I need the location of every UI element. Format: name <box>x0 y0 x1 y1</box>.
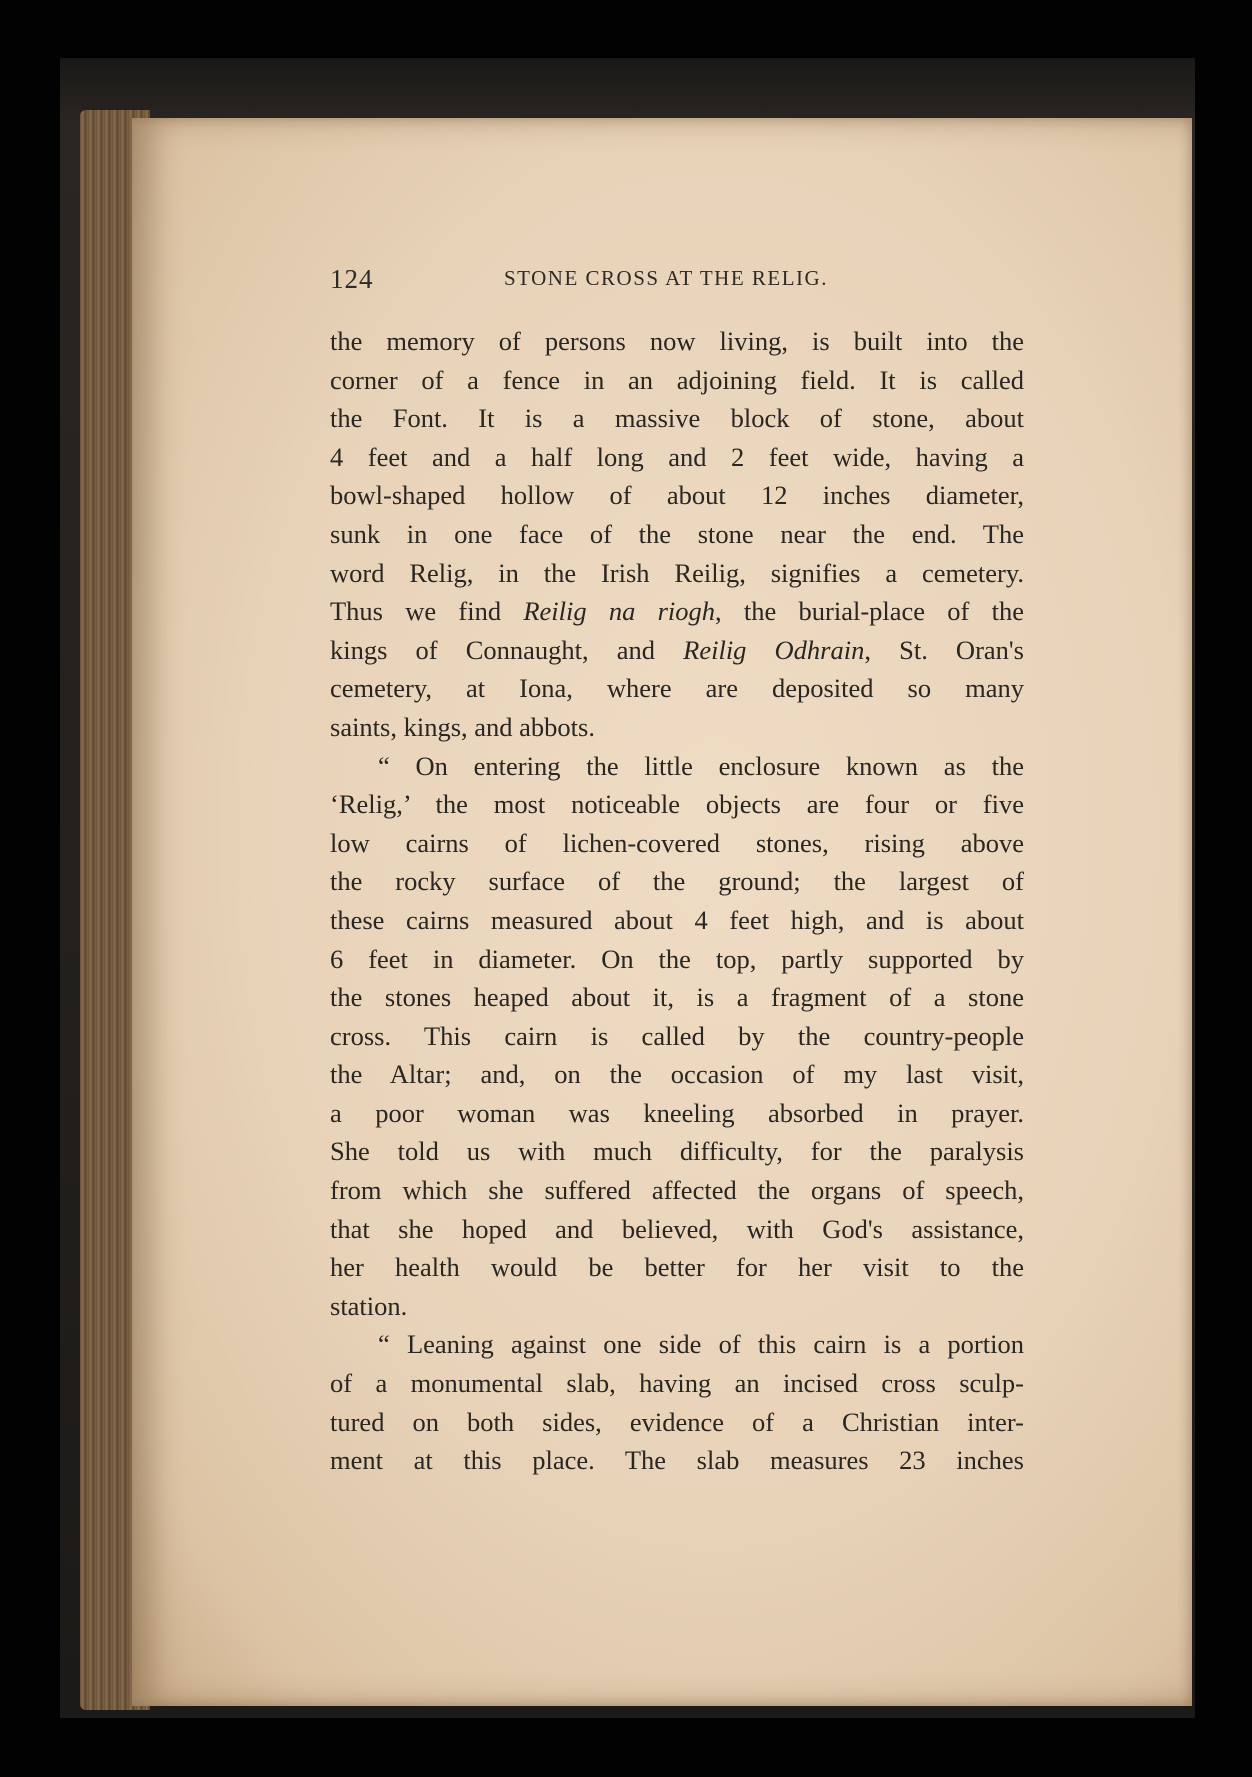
page-number: 124 <box>330 264 374 294</box>
text-line: ment at this place. The slab measures 23 inches <box>330 1445 1024 1476</box>
text-line: her health would be better for her visit to the <box>330 1252 1024 1283</box>
text-line: saints, kings, and abbots. <box>330 711 595 742</box>
text-line: that she hoped and believed, with God's assistance, <box>330 1213 1024 1244</box>
text-line-post: , the burial-place of the <box>715 596 1024 627</box>
text-line: of a monumental slab, having an incised cross sculp- <box>330 1368 1024 1399</box>
text-line: low cairns of lichen-covered stones, rising above <box>330 827 1024 858</box>
running-title: STONE CROSS AT THE RELIG. <box>504 266 828 290</box>
body-text <box>330 322 1024 1480</box>
text-line-post: , St. Oran's <box>864 634 1024 665</box>
text-line: a poor woman was kneeling absorbed in prayer. <box>330 1097 1024 1128</box>
text-line: the stones heaped about it, is a fragment of a stone <box>330 982 1024 1013</box>
text-line: corner of a fence in an adjoining field. It is called <box>330 364 1024 395</box>
text-line: She told us with much difficulty, for the paralysis <box>330 1136 1024 1167</box>
text-line <box>330 631 1024 670</box>
text-line: “ Leaning against one side of this cairn is a portion <box>378 1329 1024 1360</box>
text-line: ‘Relig,’ the most noticeable objects are four or five <box>330 789 1024 820</box>
italic-phrase: Reilig Odhrain <box>683 634 865 665</box>
italic-phrase: Reilig na riogh <box>523 596 716 627</box>
text-line-pre: Thus we find <box>330 596 524 627</box>
text-line: these cairns measured about 4 feet high, and is about <box>330 904 1024 935</box>
text-line: the rocky surface of the ground; the largest of <box>330 866 1024 897</box>
text-line: sunk in one face of the stone near the end. The <box>330 518 1024 549</box>
text-line: from which she suffered affected the organs of speech, <box>330 1175 1024 1206</box>
text-line: cemetery, at Iona, where are deposited so many <box>330 673 1024 704</box>
text-line: the Altar; and, on the occasion of my last visit, <box>330 1059 1024 1090</box>
text-line: station. <box>330 1290 408 1321</box>
text-line: bowl-shaped hollow of about 12 inches diameter, <box>330 480 1024 511</box>
text-line: 4 feet and a half long and 2 feet wide, having a <box>330 441 1024 472</box>
text-line: tured on both sides, evidence of a Christian inter- <box>330 1406 1024 1437</box>
text-line <box>330 592 1024 631</box>
text-line: 6 feet in diameter. On the top, partly supported by <box>330 943 1024 974</box>
text-line: the Font. It is a massive block of stone, about <box>330 403 1024 434</box>
text-line: cross. This cairn is called by the country-people <box>330 1020 1024 1051</box>
text-line: word Relig, in the Irish Reilig, signifies a cemetery. <box>330 557 1024 588</box>
text-line: “ On entering the little enclosure known as the <box>378 750 1024 781</box>
text-line: the memory of persons now living, is built into the <box>330 326 1024 356</box>
page-header <box>330 262 1030 298</box>
text-line-pre: kings of Connaught, and <box>330 634 684 665</box>
